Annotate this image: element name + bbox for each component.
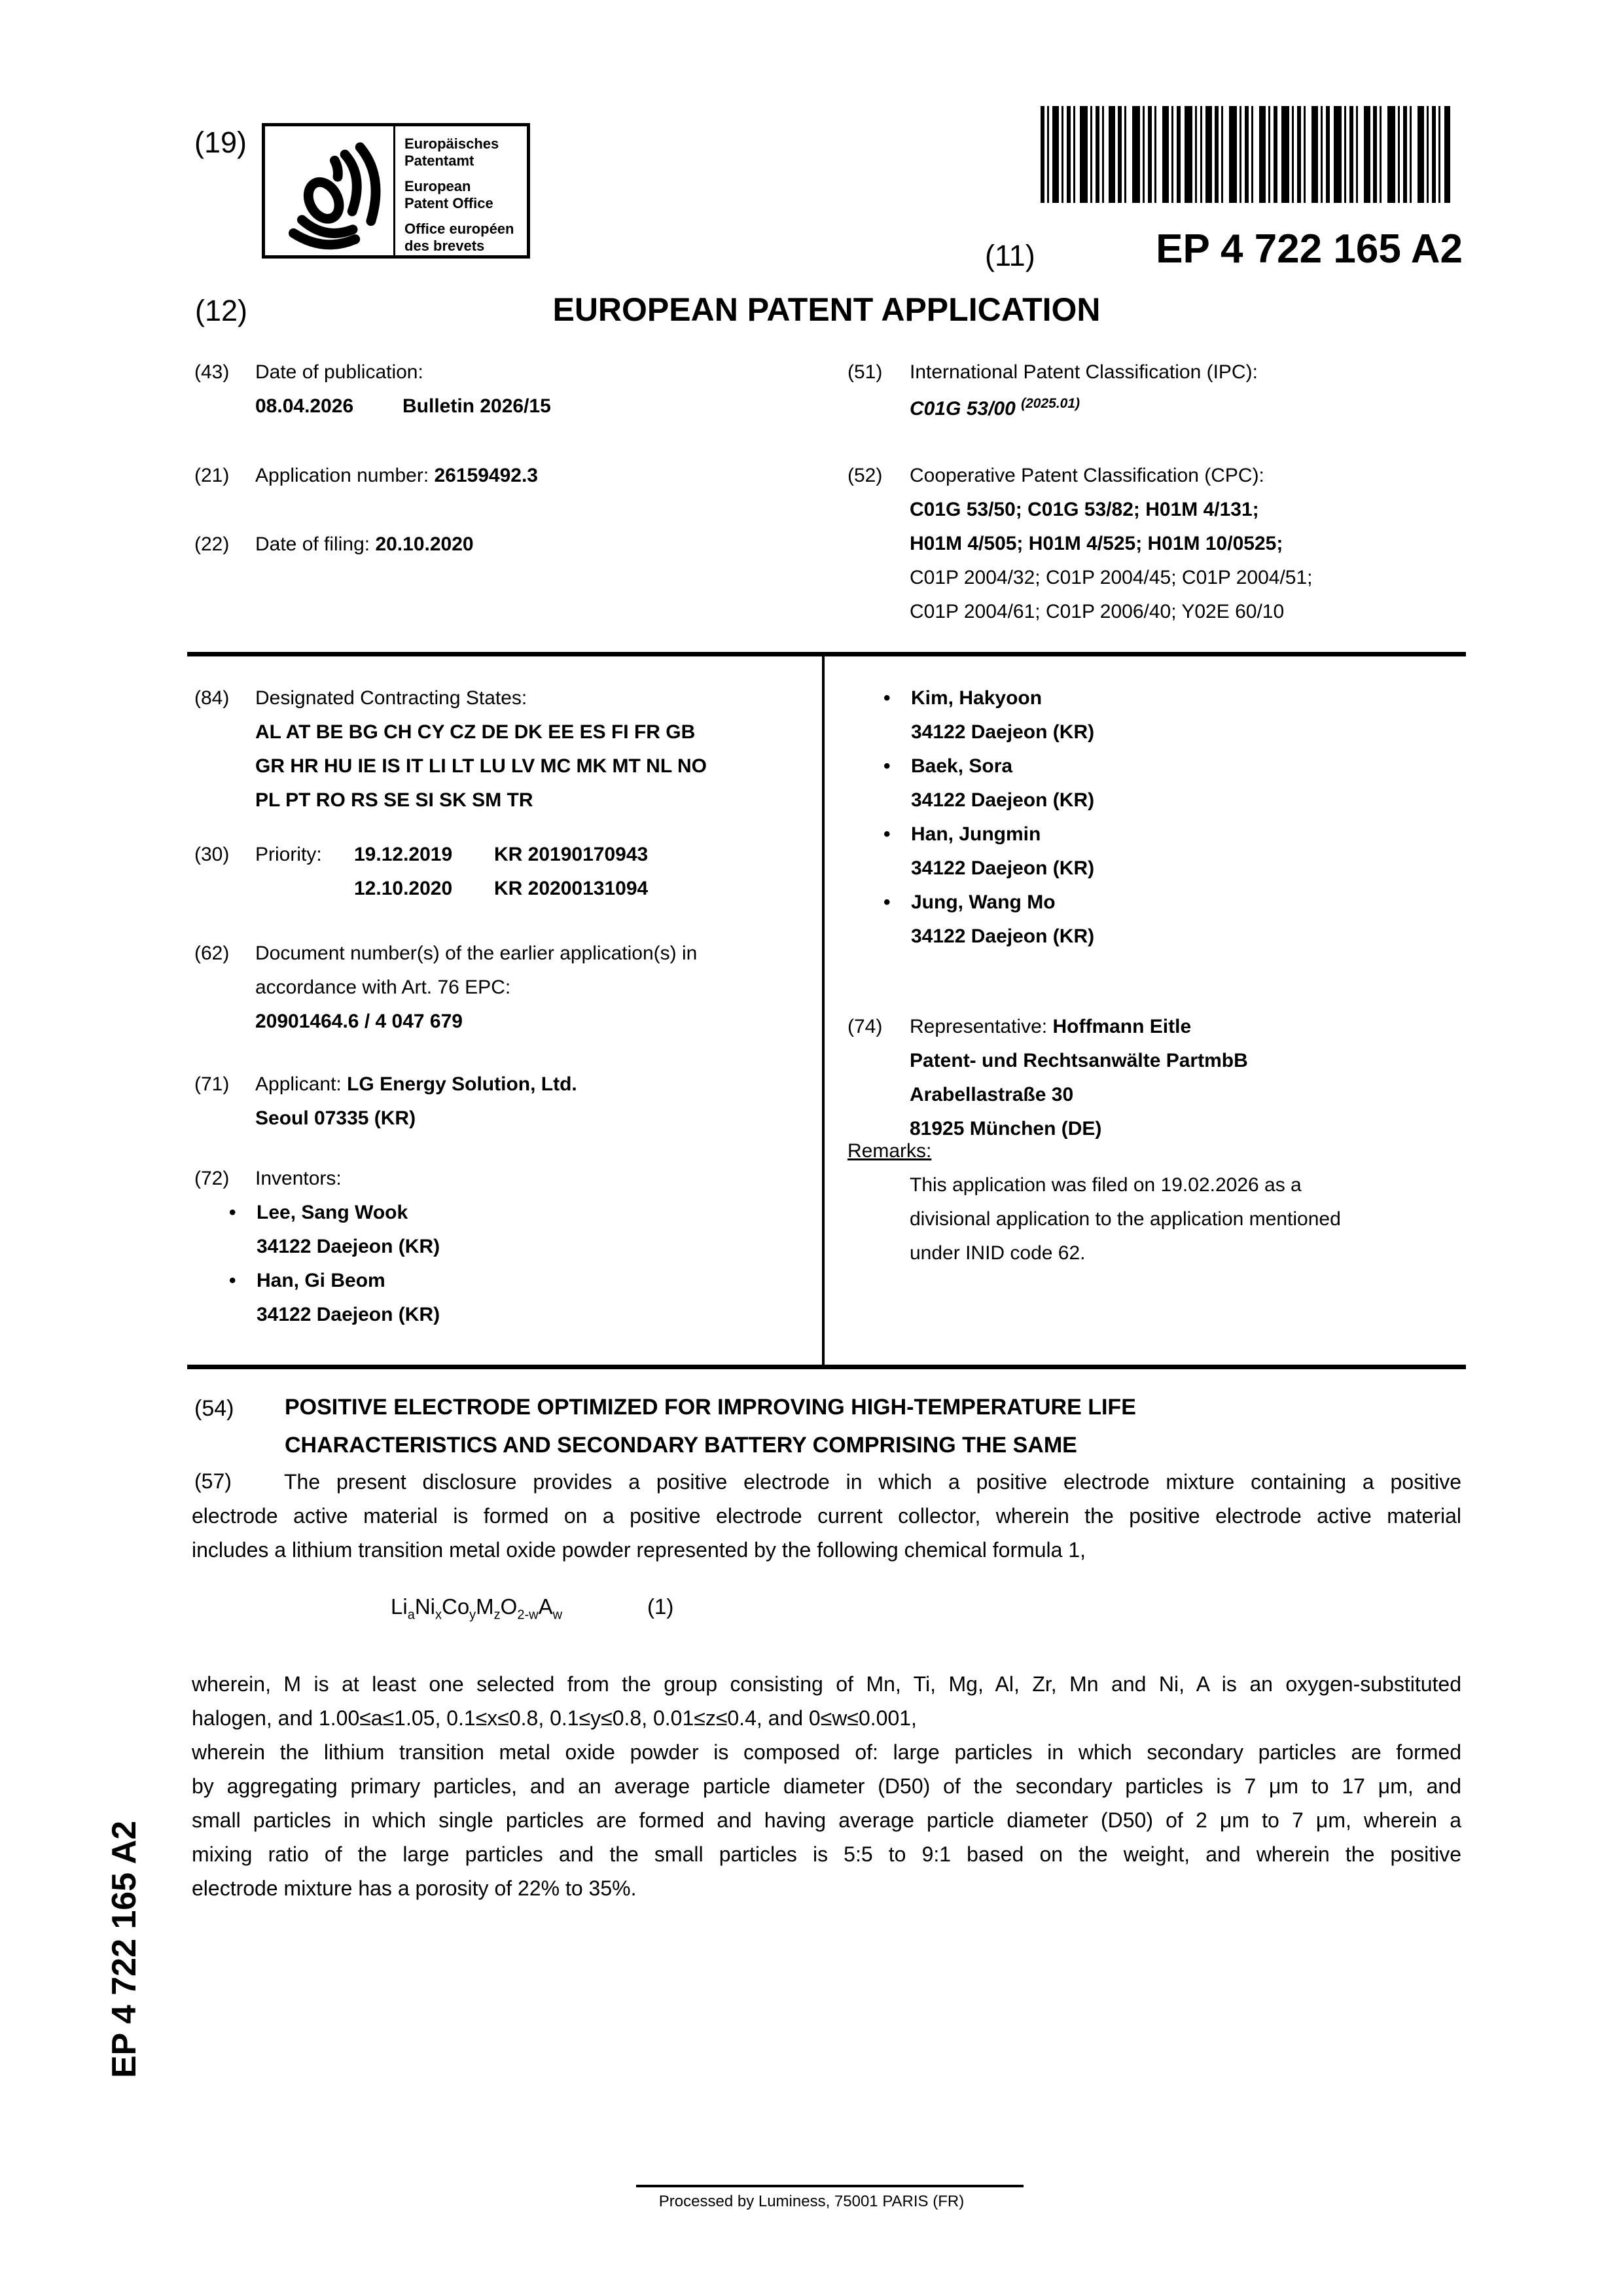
inid-57-label: (57) [194,1469,232,1493]
application-number-label: Application number: [255,465,429,486]
bullet-icon: • [883,755,891,777]
inventor-item [883,757,1012,776]
earlier-application-label-2: accordance with Art. 76 EPC: [255,977,511,998]
inid-11-label: (11) [985,239,1035,272]
formula-subscript: 2-w [517,1607,539,1623]
logo-text-de-2: Patentamt [404,152,474,169]
abstract-line: by aggregating primary particles, and an average particle diameter (D50) of the secondary particles is 7 μm to 17 μm, and [192,1774,1461,1798]
representative-address: 81925 München (DE) [910,1118,1102,1139]
epo-swirl-icon [270,130,388,251]
abstract-line: electrode mixture has a porosity of 22% to 35%. [192,1876,637,1900]
filing-date-label: Date of filing: [255,533,370,555]
representative-row [847,1017,1191,1037]
abstract-line: wherein, M is at least one selected from the group consisting of Mn, Ti, Mg, Al, Zr, Mn and Ni, A is an oxygen-substituted [192,1672,1461,1696]
formula-element: A [538,1594,553,1619]
remarks-line: under INID code 62. [910,1242,1086,1264]
abstract-line: halogen, and 1.00≤a≤1.05, 0.1≤x≤0.8, 0.1≤y≤0.8, 0.01≤z≤0.4, and 0≤w≤0.001, [192,1706,917,1730]
inid-22: (22) [194,533,230,555]
inid-51: (51) [847,361,883,383]
inid-21: (21) [194,465,230,486]
barcode [1041,106,1450,203]
filing-date: 20.10.2020 [375,533,474,555]
logo-text-de-1: Europäisches [404,135,499,152]
ipc-value [910,397,1080,419]
logo-text-en-1: European [404,178,471,194]
formula-subscript: w [552,1607,563,1623]
cpc-label: Cooperative Patent Classification (CPC): [910,465,1264,486]
cpc-line: C01G 53/50; C01G 53/82; H01M 4/131; [910,499,1259,520]
applicant-row [194,1075,577,1094]
inventor-name: Han, Gi Beom [257,1270,385,1291]
bullet-icon: • [883,823,891,845]
application-number-row [194,466,538,486]
states-line: AL AT BE BG CH CY CZ DE DK EE ES FI FR GB [255,721,696,743]
earlier-application-number: 20901464.6 / 4 047 679 [255,1011,463,1032]
inventor-name: Lee, Sang Wook [257,1202,408,1223]
representative-label: Representative: [910,1016,1048,1037]
chemical-formula [391,1596,673,1622]
inid-12-label: (12) [195,294,248,327]
footer-rule [636,2185,1024,2187]
inventors-row [194,1169,342,1189]
inventor-item [229,1271,385,1291]
inid-43: (43) [194,361,230,383]
document-type-title: EUROPEAN PATENT APPLICATION [552,291,1101,328]
representative-name: Hoffmann Eitle [1052,1016,1192,1037]
inventor-city: 34122 Daejeon (KR) [911,789,1095,811]
epo-logo-box [262,123,530,259]
inventor-name: Han, Jungmin [911,823,1041,845]
abstract-line: small particles in which single particles are formed and having average particle diameter (D50) of 2 μm to 7 μm, wherein a [192,1808,1461,1832]
inid-52: (52) [847,465,883,486]
earlier-application-row [194,944,697,963]
inventor-city: 34122 Daejeon (KR) [911,925,1095,947]
logo-text-en-2: Patent Office [404,195,493,211]
column-divider-line [822,652,825,1369]
inventor-item [883,893,1056,912]
representative-address: Arabellastraße 30 [910,1084,1074,1105]
formula-element: Li [391,1594,408,1619]
logo-text-fr-1: Office européen [404,221,514,237]
formula-subscript: z [493,1607,501,1623]
footer-processed-by: Processed by Luminess, 75001 PARIS (FR) [658,2193,965,2210]
application-number: 26159492.3 [434,465,538,486]
inventor-item [883,689,1042,708]
inventor-name: Kim, Hakyoon [911,687,1043,709]
formula-element: M [476,1594,494,1619]
bullet-icon: • [229,1202,236,1223]
bullet-icon: • [883,891,891,913]
remarks-label: Remarks: [847,1140,932,1162]
inid-72: (72) [194,1168,230,1189]
publication-date-value [255,397,551,416]
logo-text-fr-2: des brevets [404,238,485,254]
abstract-line: electrode active material is formed on a positive electrode current collector, wherein the positive electrode active material [192,1504,1461,1528]
inventor-item [229,1203,408,1223]
remarks-line: divisional application to the application mentioned [910,1208,1341,1230]
publication-date-label: Date of publication: [255,361,423,383]
bullet-icon: • [229,1270,236,1291]
cpc-line: C01P 2004/61; C01P 2006/40; Y02E 60/10 [910,601,1285,622]
priority-label: Priority: [255,844,322,865]
formula-subscript: x [435,1607,442,1623]
inid-71: (71) [194,1073,230,1095]
abstract-line: includes a lithium transition metal oxide powder represented by the following chemical formula 1, [192,1538,1086,1562]
inventor-name: Baek, Sora [911,755,1013,777]
horizontal-rule-top [187,652,1466,656]
inventor-item [883,825,1041,844]
inventors-label: Inventors: [255,1168,342,1189]
designated-states-row [194,689,527,708]
applicant-label: Applicant: [255,1073,342,1095]
inventor-city: 34122 Daejeon (KR) [911,857,1095,879]
priority-row [194,845,648,865]
abstract-line: The present disclosure provides a positive electrode in which a positive electrode mixture containing a positive [284,1470,1461,1494]
states-line: GR HR HU IE IS IT LI LT LU LV MC MK MT NL NO [255,755,707,777]
states-line: PL PT RO RS SE SI SK SM TR [255,789,533,811]
applicant-city: Seoul 07335 (KR) [255,1107,416,1129]
inid-19-label: (19) [194,126,247,159]
invention-title-line: POSITIVE ELECTRODE OPTIMIZED FOR IMPROVING HIGH-TEMPERATURE LIFE [285,1395,1136,1420]
ipc-edition: (2025.01) [1021,396,1080,411]
priority-row [354,879,648,899]
inid-74: (74) [847,1016,883,1037]
ipc-label: International Patent Classification (IPC): [910,361,1258,383]
inventor-city: 34122 Daejeon (KR) [257,1236,440,1257]
priority-number: KR 20190170943 [494,844,649,865]
sidebar-publication-number: EP 4 722 165 A2 [105,1820,143,2078]
inventor-city: 34122 Daejeon (KR) [257,1304,440,1325]
formula-element: O [500,1594,518,1619]
inid-30: (30) [194,844,230,865]
cpc-line: H01M 4/505; H01M 4/525; H01M 10/0525; [910,533,1283,554]
ipc-code: C01G 53/00 [910,398,1016,420]
priority-number: KR 20200131094 [494,878,649,899]
formula-element: Co [441,1594,470,1619]
publication-date: 08.04.2026 [255,395,354,417]
inid-62: (62) [194,942,230,964]
formula-number: (1) [647,1594,674,1619]
bullet-icon: • [883,687,891,709]
inventor-name: Jung, Wang Mo [911,891,1056,913]
horizontal-rule-bottom [187,1365,1466,1369]
cpc-row [847,466,1264,486]
applicant-name: LG Energy Solution, Ltd. [347,1073,577,1095]
publication-number: EP 4 722 165 A2 [1156,226,1463,272]
formula-element: Ni [414,1594,435,1619]
publication-date-row [194,363,423,382]
bulletin: Bulletin 2026/15 [402,395,551,417]
filing-date-row [194,535,474,554]
abstract-line: wherein the lithium transition metal oxide powder is composed of: large particles in which secondary particles are formed [192,1740,1461,1764]
formula-subscript: y [469,1607,476,1623]
designated-states-label: Designated Contracting States: [255,687,527,709]
priority-date: 12.10.2020 [354,878,453,899]
cpc-line: C01P 2004/32; C01P 2004/45; C01P 2004/51; [910,567,1313,588]
abstract-line: mixing ratio of the large particles and the small particles is 5:5 to 9:1 based on the weight, and wherein the positive [192,1842,1461,1866]
epo-logo [265,126,393,255]
priority-date: 19.12.2019 [354,844,453,865]
ipc-row [847,363,1258,382]
remarks-line: This application was filed on 19.02.2026 as a [910,1174,1302,1196]
inid-84: (84) [194,687,230,709]
epo-logo-text [393,126,527,255]
invention-title-line: CHARACTERISTICS AND SECONDARY BATTERY COMPRISING THE SAME [285,1433,1077,1458]
inid-54-label: (54) [194,1396,234,1421]
formula-subscript: a [407,1607,415,1623]
representative-address: Patent- und Rechtsanwälte PartmbB [910,1050,1248,1071]
inventor-city: 34122 Daejeon (KR) [911,721,1095,743]
earlier-application-label: Document number(s) of the earlier application(s) in [255,942,698,964]
